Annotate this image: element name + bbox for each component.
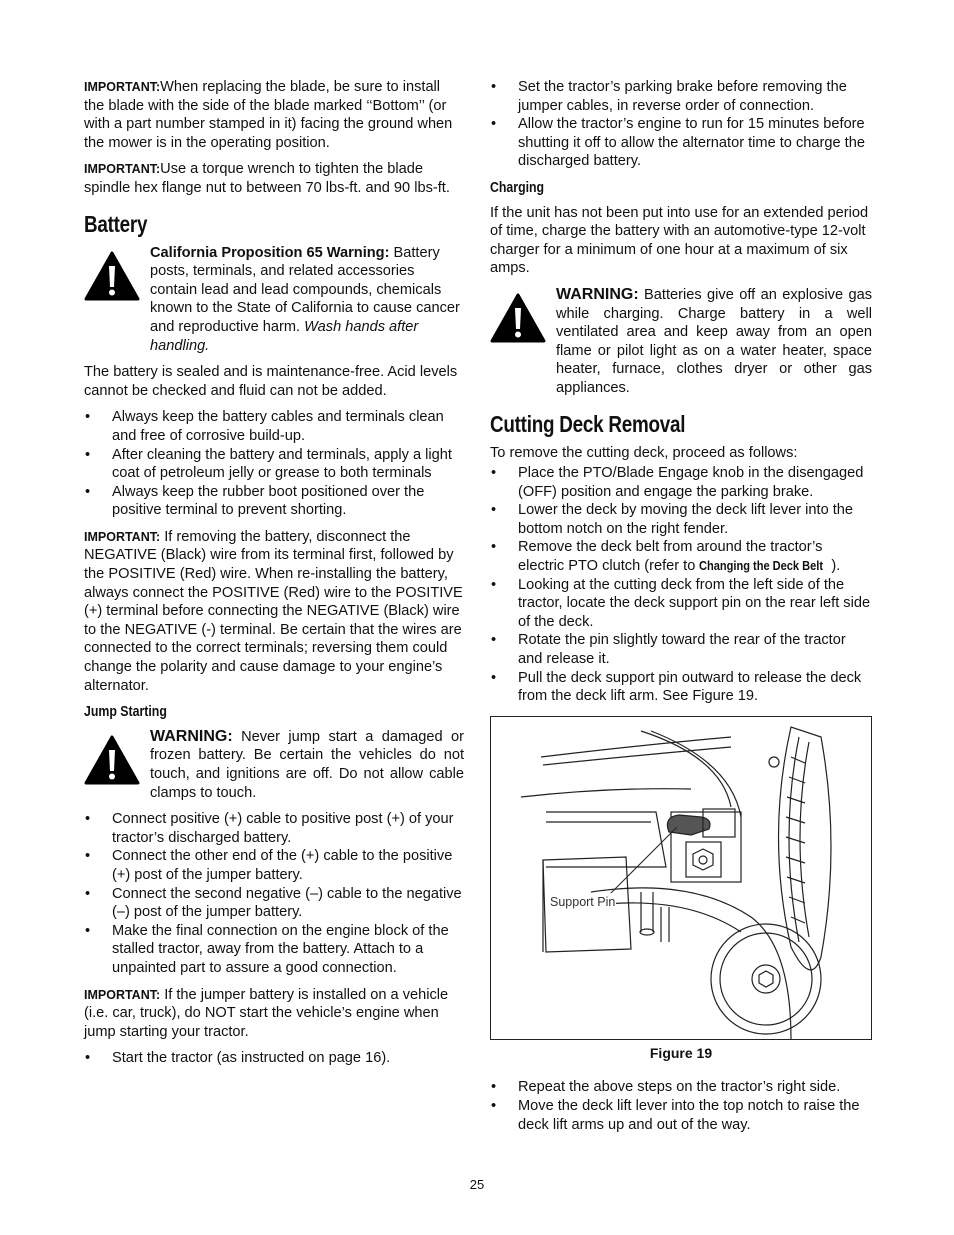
- battery-heading: Battery: [84, 210, 148, 237]
- list-item: • Allow the tractor’s engine to run for 15 minutes before shutting it off to allow the alternator time to charge the discharged battery.: [490, 115, 872, 171]
- important-battery-removal-note: IMPORTANT: If removing the battery, disconnect the NEGATIVE (Black) wire from its terminal first, followed by the POSITIVE (Red) wire. When re-installing the battery, always connect the POSITIVE (Red) wire to the POSITIVE (+) terminal before connecting the NEGATIVE (Black) wire to the NEGATIVE (-) terminal. Be certain that the wires are connected to the correct terminals; reversing them could change the polarity and cause damage to your engine’s alternator.: [84, 528, 463, 694]
- warning-icon: [490, 286, 556, 398]
- list-item: • Remove the deck belt from around the tractor’s electric PTO clutch (refer to Changing the Deck Belt ).: [490, 538, 872, 575]
- battery-sealed-text: The battery is sealed and is maintenance-free. Acid levels cannot be checked and fluid can not be added.: [84, 364, 458, 399]
- final-bullet-list: [490, 1078, 872, 1134]
- list-item: • Start the tractor (as instructed on page 16).: [84, 1049, 464, 1068]
- charging-warning: [490, 286, 872, 398]
- battery-bullet-list: [84, 408, 464, 520]
- list-item: • Make the final connection on the engine block of the stalled tractor, away from the battery. Attach to a unpainted part to assure a good connection.: [84, 922, 464, 978]
- list-item: • Repeat the above steps on the tractor’s right side.: [490, 1078, 872, 1097]
- warning-icon: [84, 728, 150, 802]
- list-item: • Connect positive (+) cable to positive post (+) of your tractor’s discharged battery.: [84, 810, 464, 847]
- list-item: • Set the tractor’s parking brake before removing the jumper cables, in reverse order of connection.: [490, 78, 872, 115]
- list-item: • Pull the deck support pin outward to release the deck from the deck lift arm. See Figure 19.: [490, 669, 872, 706]
- list-item: • Looking at the cutting deck from the left side of the tractor, locate the deck support pin on the rear left side of the deck.: [490, 576, 872, 632]
- jump-continued-bullet-list: [490, 78, 872, 171]
- cross-reference: Changing the Deck Belt: [699, 558, 824, 574]
- important-blade-note: IMPORTANT:When replacing the blade, be sure to install the blade with the side of the blade marked ‘‘Bottom’’ (or with a part number stamped in it) facing the ground when the mower is in the operating position.: [84, 79, 453, 151]
- jump-warning: [84, 728, 464, 802]
- jump-bullet-list: [84, 810, 464, 977]
- figure-19-illustration: [490, 716, 872, 1040]
- charging-text: If the unit has not been put into use for an extended period of time, charge the battery with an automotive-type 12-volt charger for a minimum of one hour at a maximum of six amps.: [490, 204, 869, 277]
- list-item: • After cleaning the battery and terminals, apply a light coat of petroleum jelly or grease to both terminals: [84, 446, 464, 483]
- important-torque-note: IMPORTANT:Use a torque wrench to tighten the blade spindle hex flange nut to between 70 lbs-ft. and 90 lbs-ft.: [84, 161, 450, 196]
- list-item: • Rotate the pin slightly toward the rear of the tractor and release it.: [490, 631, 872, 668]
- list-item: • Move the deck lift lever into the top notch to raise the deck lift arms up and out of the way.: [490, 1097, 872, 1134]
- deck-intro: To remove the cutting deck, proceed as follows:: [490, 444, 798, 461]
- charging-warning-text: WARNING: Batteries give off an explosive gas while charging. Charge battery in a well ventilated area and keep away from an open flame or pilot light as on a water heater, space heater, furnace, clothes dryer or other gas appliances.: [556, 285, 872, 396]
- prop65-warning: [84, 244, 464, 356]
- figure-caption: Figure 19: [649, 1044, 713, 1061]
- list-item: • Lower the deck by moving the deck lift lever into the bottom notch on the right fender.: [490, 501, 872, 538]
- list-item: • Place the PTO/Blade Engage knob in the disengaged (OFF) position and engage the parking brake.: [490, 464, 872, 501]
- charging-heading: Charging: [490, 179, 545, 196]
- right-column: [490, 78, 872, 1142]
- jump-warning-text: WARNING: Never jump start a damaged or frozen battery. Be certain the vehicles do not touch, and ignitions are off. Do not allow cable clamps to touch.: [150, 727, 464, 801]
- jump-starting-heading: Jump Starting: [84, 704, 167, 721]
- important-jumper-vehicle-note: IMPORTANT: If the jumper battery is installed on a vehicle (i.e. car, truck), do NOT start the vehicle’s engine when jump starting your tractor.: [84, 986, 449, 1040]
- page-number: 25: [469, 1177, 485, 1192]
- start-bullet-list: [84, 1049, 464, 1068]
- warning-icon: [84, 244, 150, 356]
- list-item: • Connect the second negative (–) cable to the negative (–) post of the jumper battery.: [84, 885, 464, 922]
- support-pin-label: Support Pin: [549, 893, 616, 912]
- list-item: • Always keep the battery cables and terminals clean and free of corrosive build-up.: [84, 408, 464, 445]
- cutting-deck-removal-heading: Cutting Deck Removal: [490, 410, 686, 437]
- list-item: • Always keep the rubber boot positioned over the positive terminal to prevent shorting.: [84, 483, 464, 520]
- left-column: [84, 78, 464, 1076]
- prop65-text: California Proposition 65 Warning: Battery posts, terminals, and related accessories contain lead and lead compounds, chemicals known to the State of California to cause cancer and reproductive harm. Wash hands after handling.: [150, 244, 460, 354]
- deck-support-pin-drawing: [491, 717, 871, 1039]
- list-item: • Connect the other end of the (+) cable to the positive (+) post of the jumper battery.: [84, 847, 464, 884]
- deck-bullet-list: [490, 464, 872, 706]
